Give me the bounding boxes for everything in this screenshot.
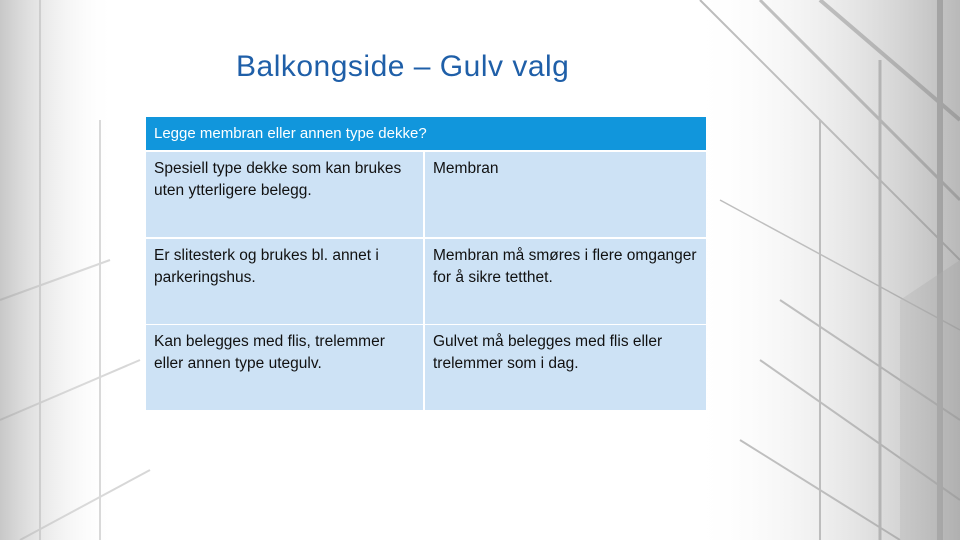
table-row xyxy=(146,152,706,237)
table-cell-right: Gulvet må belegges med flis eller trelemmer som i dag. xyxy=(425,325,706,410)
table-row xyxy=(146,239,706,324)
table-header: Legge membran eller annen type dekke? xyxy=(146,117,706,150)
table-cell-left: Spesiell type dekke som kan brukes uten ytterligere belegg. xyxy=(146,152,425,237)
slide-title: Balkongside – Gulv valg xyxy=(236,50,570,83)
table-cell-right: Membran xyxy=(425,152,706,237)
table-row xyxy=(146,325,706,410)
table-cell-right: Membran må smøres i flere omganger for å sikre tetthet. xyxy=(425,239,706,324)
table-cell-left: Er slitesterk og brukes bl. annet i parkeringshus. xyxy=(146,239,425,324)
table-cell-left: Kan belegges med flis, trelemmer eller annen type utegulv. xyxy=(146,325,425,410)
